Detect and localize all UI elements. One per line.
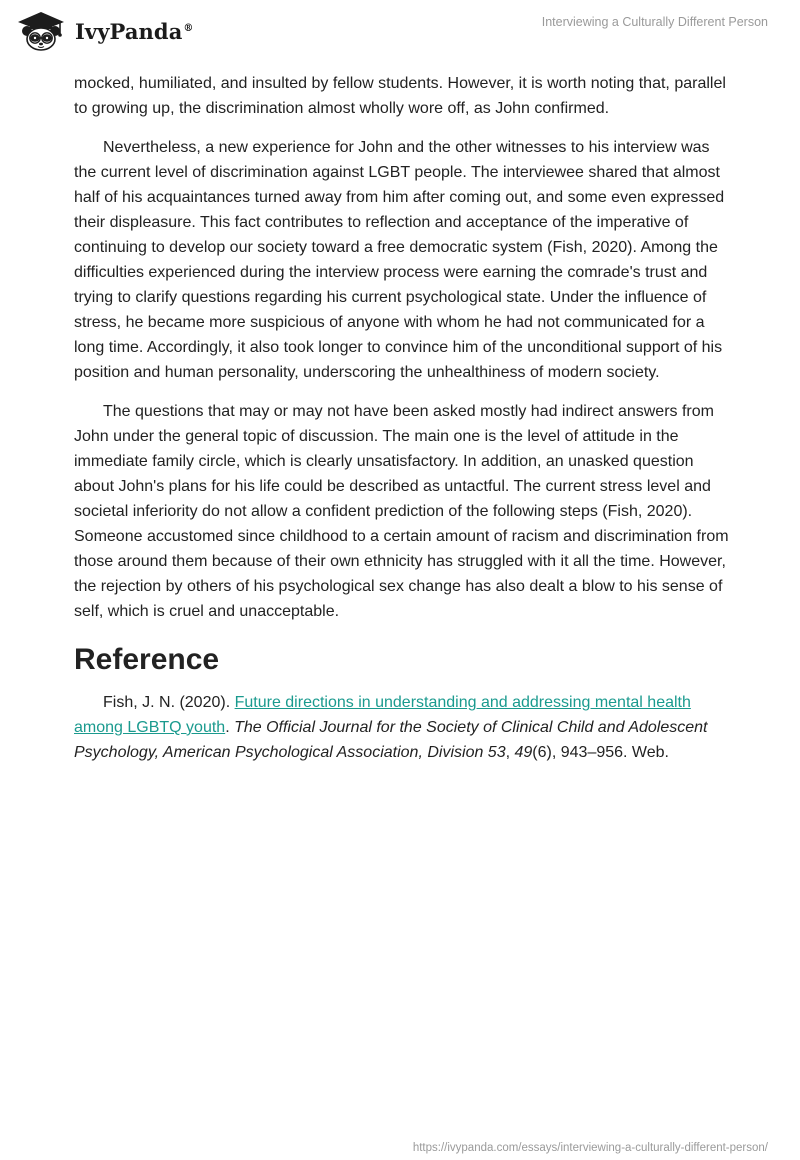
body-paragraph: Nevertheless, a new experience for John and the other witnesses to his interview was the current level of discrimination against LGBT people. The interviewee shared that almost half of his acquaintances turned away from him after coming out, and some even expressed their displeasure. This fact contributes to reflection and acceptance of the imperative of continuing to develop our society toward a free democratic system (Fish, 2020). Among the difficulties experienced during the interview process were earning the comrade's trust and trying to clarify questions regarding his current psychological state. Under the influence of stress, he became more suspicious of anyone with whom he had not communicated for a long time. Accordingly, it also took longer to convince him of the unconditional support of his position and human personality, underscoring the unhealthiness of modern society. (74, 139, 725, 381)
page-header (0, 0, 800, 70)
reference-issue-pages: (6), 943–956. Web. (532, 744, 669, 761)
reference-volume: 49 (514, 744, 533, 761)
body-paragraph: The questions that may or may not have been asked mostly had indirect answers from John under the general topic of discussion. The main one is the level of attitude in the immediate family circle, which is clearly unsatisfactory. In addition, an unasked question about John's plans for his life could be described as untactful. The current stress level and societal inferiority do not allow a confident prediction of the following steps (Fish, 2020). Someone accustomed since childhood to a certain amount of racism and discrimination from those around them because of their own ethnicity has struggled with it all the time. However, the rejection by others of his psychological sex change has also dealt a blow to his sense of self, which is cruel and unacceptable. (74, 403, 729, 620)
reference-authors: Fish, J. N. (2020). (103, 694, 235, 711)
essay-content (74, 71, 734, 765)
source-url[interactable]: https://ivypanda.com/essays/interviewing-a-culturally-different-person/ (412, 1142, 768, 1154)
reference-sep: , (505, 744, 515, 761)
reference-punct: . (225, 719, 235, 736)
reference-heading: Reference (74, 643, 220, 676)
document-title: Interviewing a Culturally Different Person (541, 15, 768, 29)
reference-entry (74, 690, 734, 765)
brand-logo[interactable] (14, 10, 194, 52)
brand-name: IvyPanda® (75, 18, 194, 44)
panda-mascot-icon (14, 10, 68, 52)
registered-mark: ® (183, 22, 194, 34)
body-paragraph: mocked, humiliated, and insulted by fellow students. However, it is worth noting that, parallel to growing up, the discrimination almost wholly wore off, as John confirmed. (74, 75, 726, 117)
reference-article-link[interactable]: Future directions in understanding and addressing mental health among LGBTQ youth (74, 694, 691, 736)
reference-journal: The Official Journal for the Society of Clinical Child and Adolescent Psychology, American Psychological Association, Division 53 (74, 719, 708, 761)
